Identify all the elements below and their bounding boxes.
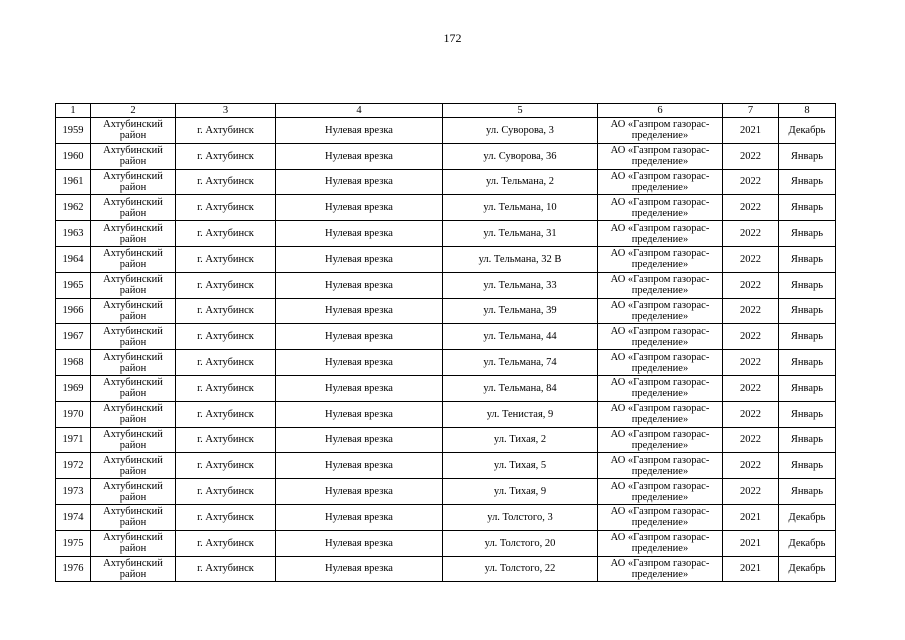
organization-cell-line-1: АО «Газпром газорас-	[610, 274, 710, 286]
column-header: 8	[779, 104, 836, 118]
organization-cell	[598, 324, 723, 350]
district-cell-line-2: район	[119, 543, 147, 555]
month-cell: Январь	[779, 272, 836, 298]
header-row	[56, 104, 836, 118]
organization-cell-line-2: пределение»	[631, 491, 689, 503]
district-cell	[91, 453, 176, 479]
row-number-cell: 1961	[56, 169, 91, 195]
city-cell: г. Ахтубинск	[176, 504, 276, 530]
year-cell: 2022	[723, 479, 779, 505]
year-cell: 2022	[723, 453, 779, 479]
work-type-cell: Нулевая врезка	[276, 504, 443, 530]
table-row	[56, 272, 836, 298]
city-cell: г. Ахтубинск	[176, 427, 276, 453]
table-row	[56, 324, 836, 350]
organization-cell	[598, 143, 723, 169]
year-cell: 2022	[723, 298, 779, 324]
table-row	[56, 221, 836, 247]
city-cell: г. Ахтубинск	[176, 350, 276, 376]
organization-cell-line-2: пределение»	[631, 362, 689, 374]
work-type-cell: Нулевая врезка	[276, 272, 443, 298]
address-cell: ул. Тельмана, 44	[443, 324, 598, 350]
month-cell: Январь	[779, 324, 836, 350]
city-cell: г. Ахтубинск	[176, 221, 276, 247]
column-header: 7	[723, 104, 779, 118]
city-cell: г. Ахтубинск	[176, 556, 276, 582]
column-header: 1	[56, 104, 91, 118]
city-cell: г. Ахтубинск	[176, 298, 276, 324]
organization-cell	[598, 169, 723, 195]
district-cell	[91, 504, 176, 530]
address-cell: ул. Тельмана, 84	[443, 375, 598, 401]
organization-cell-line-1: АО «Газпром газорас-	[610, 480, 710, 492]
district-cell-line-1: Ахтубинский	[103, 377, 163, 389]
month-cell: Декабрь	[779, 530, 836, 556]
column-header: 3	[176, 104, 276, 118]
district-cell-line-1: Ахтубинский	[103, 325, 163, 337]
city-cell: г. Ахтубинск	[176, 246, 276, 272]
organization-cell-line-1: АО «Газпром газорас-	[610, 222, 710, 234]
row-number-cell: 1970	[56, 401, 91, 427]
table-row	[56, 375, 836, 401]
year-cell: 2022	[723, 246, 779, 272]
organization-cell-line-2: пределение»	[631, 310, 689, 322]
table-row	[56, 479, 836, 505]
month-cell: Январь	[779, 453, 836, 479]
month-cell: Январь	[779, 427, 836, 453]
city-cell: г. Ахтубинск	[176, 195, 276, 221]
table-row	[56, 530, 836, 556]
table-row	[56, 556, 836, 582]
organization-cell	[598, 556, 723, 582]
table-row	[56, 298, 836, 324]
address-cell: ул. Тельмана, 10	[443, 195, 598, 221]
district-cell-line-2: район	[119, 439, 147, 451]
row-number-cell: 1976	[56, 556, 91, 582]
organization-cell-line-1: АО «Газпром газорас-	[610, 145, 710, 157]
district-cell-line-1: Ахтубинский	[103, 299, 163, 311]
table-row	[56, 350, 836, 376]
organization-cell-line-2: пределение»	[631, 439, 689, 451]
organization-cell-line-1: АО «Газпром газорас-	[610, 403, 710, 415]
district-cell-line-1: Ахтубинский	[103, 170, 163, 182]
month-cell: Январь	[779, 143, 836, 169]
row-number-cell: 1964	[56, 246, 91, 272]
district-cell	[91, 479, 176, 505]
district-cell-line-1: Ахтубинский	[103, 454, 163, 466]
organization-cell-line-1: АО «Газпром газорас-	[610, 532, 710, 544]
organization-cell	[598, 401, 723, 427]
district-cell-line-2: район	[119, 156, 147, 168]
organization-cell	[598, 246, 723, 272]
address-cell: ул. Тихая, 5	[443, 453, 598, 479]
organization-cell-line-1: АО «Газпром газорас-	[610, 351, 710, 363]
page-number: 172	[443, 31, 462, 45]
city-cell: г. Ахтубинск	[176, 530, 276, 556]
organization-cell	[598, 221, 723, 247]
column-header: 4	[276, 104, 443, 118]
district-cell-line-1: Ахтубинский	[103, 403, 163, 415]
row-number-cell: 1974	[56, 504, 91, 530]
month-cell: Январь	[779, 350, 836, 376]
row-number-cell: 1968	[56, 350, 91, 376]
work-type-cell: Нулевая врезка	[276, 530, 443, 556]
city-cell: г. Ахтубинск	[176, 324, 276, 350]
organization-cell	[598, 479, 723, 505]
table-row	[56, 169, 836, 195]
organization-cell	[598, 195, 723, 221]
column-header: 5	[443, 104, 598, 118]
work-type-cell: Нулевая врезка	[276, 375, 443, 401]
address-cell: ул. Тельмана, 74	[443, 350, 598, 376]
district-cell	[91, 375, 176, 401]
district-cell-line-2: район	[119, 568, 147, 580]
organization-cell	[598, 375, 723, 401]
organization-cell	[598, 530, 723, 556]
year-cell: 2021	[723, 530, 779, 556]
district-cell-line-2: район	[119, 414, 147, 426]
district-cell	[91, 246, 176, 272]
work-type-cell: Нулевая врезка	[276, 169, 443, 195]
month-cell: Январь	[779, 298, 836, 324]
district-cell	[91, 530, 176, 556]
address-cell: ул. Тельмана, 31	[443, 221, 598, 247]
district-cell	[91, 350, 176, 376]
city-cell: г. Ахтубинск	[176, 401, 276, 427]
row-number-cell: 1960	[56, 143, 91, 169]
city-cell: г. Ахтубинск	[176, 375, 276, 401]
month-cell: Январь	[779, 246, 836, 272]
work-type-cell: Нулевая врезка	[276, 556, 443, 582]
district-cell-line-1: Ахтубинский	[103, 480, 163, 492]
city-cell: г. Ахтубинск	[176, 143, 276, 169]
address-cell: ул. Тихая, 2	[443, 427, 598, 453]
organization-cell-line-2: пределение»	[631, 207, 689, 219]
month-cell: Декабрь	[779, 118, 836, 144]
organization-cell-line-1: АО «Газпром газорас-	[610, 196, 710, 208]
organization-cell-line-1: АО «Газпром газорас-	[610, 299, 710, 311]
organization-cell-line-1: АО «Газпром газорас-	[610, 119, 710, 131]
organization-cell-line-2: пределение»	[631, 285, 689, 297]
row-number-cell: 1962	[56, 195, 91, 221]
district-cell	[91, 298, 176, 324]
organization-cell-line-2: пределение»	[631, 130, 689, 142]
organization-cell-line-2: пределение»	[631, 156, 689, 168]
district-cell-line-1: Ахтубинский	[103, 248, 163, 260]
address-cell: ул. Тенистая, 9	[443, 401, 598, 427]
year-cell: 2021	[723, 556, 779, 582]
work-type-cell: Нулевая врезка	[276, 298, 443, 324]
organization-cell-line-2: пределение»	[631, 465, 689, 477]
district-cell-line-1: Ахтубинский	[103, 557, 163, 569]
organization-cell-line-1: АО «Газпром газорас-	[610, 454, 710, 466]
month-cell: Январь	[779, 375, 836, 401]
organization-cell	[598, 272, 723, 298]
district-cell-line-2: район	[119, 233, 147, 245]
organization-cell-line-2: пределение»	[631, 414, 689, 426]
district-cell-line-1: Ахтубинский	[103, 351, 163, 363]
work-type-cell: Нулевая врезка	[276, 350, 443, 376]
district-cell	[91, 195, 176, 221]
month-cell: Январь	[779, 169, 836, 195]
district-cell	[91, 324, 176, 350]
address-cell: ул. Толстого, 3	[443, 504, 598, 530]
organization-cell-line-1: АО «Газпром газорас-	[610, 428, 710, 440]
table-row	[56, 195, 836, 221]
table-row	[56, 246, 836, 272]
work-type-cell: Нулевая врезка	[276, 401, 443, 427]
organization-cell-line-2: пределение»	[631, 517, 689, 529]
district-cell-line-2: район	[119, 259, 147, 271]
row-number-cell: 1975	[56, 530, 91, 556]
row-number-cell: 1973	[56, 479, 91, 505]
address-cell: ул. Толстого, 22	[443, 556, 598, 582]
year-cell: 2022	[723, 401, 779, 427]
work-type-cell: Нулевая врезка	[276, 246, 443, 272]
address-cell: ул. Тихая, 9	[443, 479, 598, 505]
district-cell-line-2: район	[119, 517, 147, 529]
address-cell: ул. Суворова, 36	[443, 143, 598, 169]
row-number-cell: 1967	[56, 324, 91, 350]
organization-cell	[598, 350, 723, 376]
city-cell: г. Ахтубинск	[176, 272, 276, 298]
organization-cell-line-1: АО «Газпром газорас-	[610, 170, 710, 182]
work-type-cell: Нулевая врезка	[276, 221, 443, 247]
district-cell-line-2: район	[119, 285, 147, 297]
work-type-cell: Нулевая врезка	[276, 324, 443, 350]
month-cell: Декабрь	[779, 504, 836, 530]
district-cell-line-2: район	[119, 491, 147, 503]
organization-cell-line-2: пределение»	[631, 568, 689, 580]
district-cell-line-1: Ахтубинский	[103, 532, 163, 544]
district-cell-line-2: район	[119, 388, 147, 400]
address-cell: ул. Тельмана, 2	[443, 169, 598, 195]
table-row	[56, 401, 836, 427]
address-cell: ул. Толстого, 20	[443, 530, 598, 556]
table-row	[56, 453, 836, 479]
organization-cell-line-2: пределение»	[631, 336, 689, 348]
column-header: 6	[598, 104, 723, 118]
work-type-cell: Нулевая врезка	[276, 453, 443, 479]
district-cell	[91, 401, 176, 427]
year-cell: 2022	[723, 272, 779, 298]
year-cell: 2022	[723, 324, 779, 350]
organization-cell-line-1: АО «Газпром газорас-	[610, 557, 710, 569]
district-cell	[91, 427, 176, 453]
organization-cell	[598, 427, 723, 453]
district-cell-line-1: Ахтубинский	[103, 119, 163, 131]
row-number-cell: 1959	[56, 118, 91, 144]
organization-cell-line-2: пределение»	[631, 388, 689, 400]
month-cell: Декабрь	[779, 556, 836, 582]
registry-table	[55, 103, 836, 582]
organization-cell-line-1: АО «Газпром газорас-	[610, 506, 710, 518]
district-cell-line-2: район	[119, 130, 147, 142]
organization-cell-line-1: АО «Газпром газорас-	[610, 377, 710, 389]
address-cell: ул. Тельмана, 33	[443, 272, 598, 298]
district-cell-line-2: район	[119, 362, 147, 374]
city-cell: г. Ахтубинск	[176, 118, 276, 144]
district-cell-line-2: район	[119, 181, 147, 193]
district-cell-line-1: Ахтубинский	[103, 274, 163, 286]
row-number-cell: 1965	[56, 272, 91, 298]
address-cell: ул. Тельмана, 32 В	[443, 246, 598, 272]
table-row	[56, 143, 836, 169]
organization-cell-line-2: пределение»	[631, 233, 689, 245]
district-cell-line-2: район	[119, 310, 147, 322]
district-cell	[91, 556, 176, 582]
city-cell: г. Ахтубинск	[176, 453, 276, 479]
table-row	[56, 427, 836, 453]
organization-cell-line-2: пределение»	[631, 181, 689, 193]
district-cell	[91, 221, 176, 247]
row-number-cell: 1971	[56, 427, 91, 453]
district-cell-line-1: Ахтубинский	[103, 506, 163, 518]
city-cell: г. Ахтубинск	[176, 169, 276, 195]
organization-cell-line-1: АО «Газпром газорас-	[610, 325, 710, 337]
organization-cell-line-1: АО «Газпром газорас-	[610, 248, 710, 260]
organization-cell	[598, 298, 723, 324]
year-cell: 2022	[723, 143, 779, 169]
work-type-cell: Нулевая врезка	[276, 479, 443, 505]
city-cell: г. Ахтубинск	[176, 479, 276, 505]
year-cell: 2021	[723, 118, 779, 144]
year-cell: 2022	[723, 169, 779, 195]
table-row	[56, 504, 836, 530]
address-cell: ул. Суворова, 3	[443, 118, 598, 144]
organization-cell	[598, 504, 723, 530]
month-cell: Январь	[779, 479, 836, 505]
district-cell	[91, 118, 176, 144]
organization-cell	[598, 453, 723, 479]
district-cell-line-2: район	[119, 207, 147, 219]
year-cell: 2022	[723, 195, 779, 221]
district-cell-line-2: район	[119, 465, 147, 477]
month-cell: Январь	[779, 221, 836, 247]
year-cell: 2022	[723, 350, 779, 376]
district-cell-line-1: Ахтубинский	[103, 222, 163, 234]
district-cell	[91, 143, 176, 169]
address-cell: ул. Тельмана, 39	[443, 298, 598, 324]
year-cell: 2021	[723, 504, 779, 530]
year-cell: 2022	[723, 221, 779, 247]
year-cell: 2022	[723, 427, 779, 453]
district-cell-line-2: район	[119, 336, 147, 348]
district-cell-line-1: Ахтубинский	[103, 196, 163, 208]
row-number-cell: 1966	[56, 298, 91, 324]
table-body	[56, 118, 836, 582]
month-cell: Январь	[779, 401, 836, 427]
work-type-cell: Нулевая врезка	[276, 195, 443, 221]
district-cell-line-1: Ахтубинский	[103, 428, 163, 440]
work-type-cell: Нулевая врезка	[276, 118, 443, 144]
row-number-cell: 1972	[56, 453, 91, 479]
work-type-cell: Нулевая врезка	[276, 427, 443, 453]
organization-cell-line-2: пределение»	[631, 259, 689, 271]
district-cell-line-1: Ахтубинский	[103, 145, 163, 157]
column-header: 2	[91, 104, 176, 118]
district-cell	[91, 169, 176, 195]
row-number-cell: 1969	[56, 375, 91, 401]
year-cell: 2022	[723, 375, 779, 401]
organization-cell-line-2: пределение»	[631, 543, 689, 555]
table-row	[56, 118, 836, 144]
month-cell: Январь	[779, 195, 836, 221]
row-number-cell: 1963	[56, 221, 91, 247]
district-cell	[91, 272, 176, 298]
organization-cell	[598, 118, 723, 144]
work-type-cell: Нулевая врезка	[276, 143, 443, 169]
